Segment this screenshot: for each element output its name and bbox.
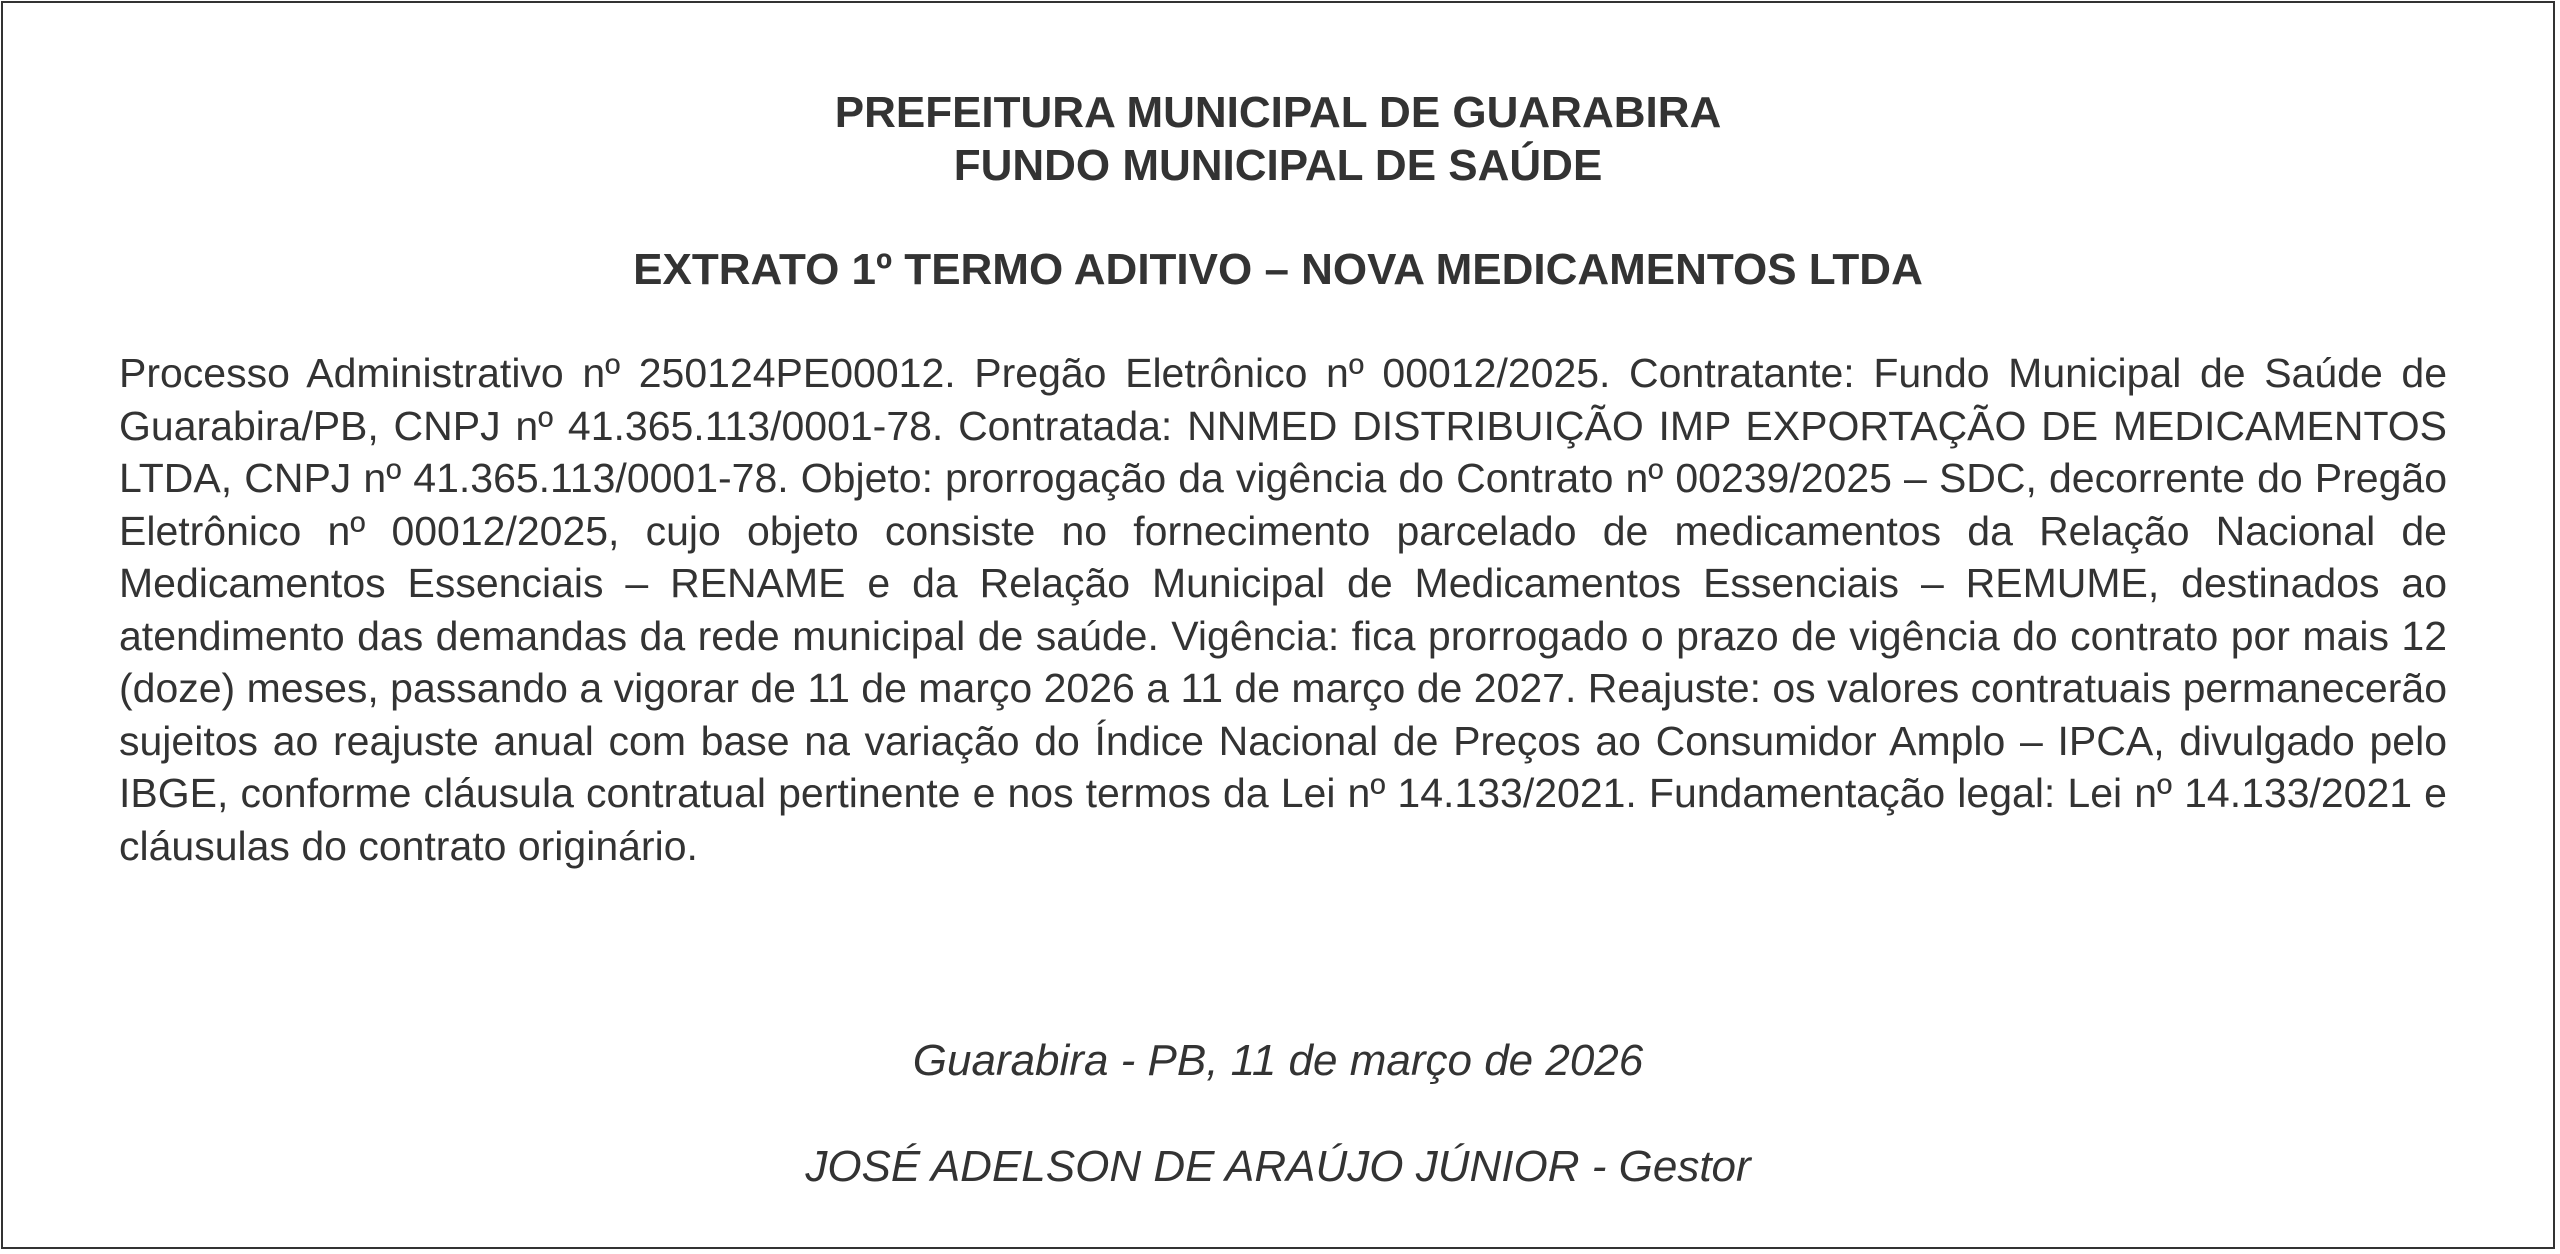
signatory: JOSÉ ADELSON DE ARAÚJO JÚNIOR - Gestor bbox=[805, 1142, 1751, 1191]
fund-name: FUNDO MUNICIPAL DE SAÚDE bbox=[953, 141, 1603, 190]
place-date: Guarabira - PB, 11 de março de 2026 bbox=[912, 1036, 1644, 1085]
document-frame bbox=[1, 1, 2555, 1249]
organization-name: PREFEITURA MUNICIPAL DE GUARABIRA bbox=[834, 88, 1722, 137]
document-body: Processo Administrativo nº 250124PE00012. Pregão Eletrônico nº 00012/2025. Contratante: Fundo Municipal de Saúde de Guarabira/PB, CNPJ nº 41.365.113/0001-78. Contratada: NNMED DISTRIBUIÇÃO IMP EXPORTAÇÃO DE MEDICAMENTOS LTDA, CNPJ nº 41.365.113/0001-78. Objeto: prorrogação da vigência do Contrato nº 00239/2025 – SDC, decorrente do Pregão Eletrônico nº 00012/2025, cujo objeto consiste no fornecimento parcelado de medicamentos da Relação Nacional de Medicamentos Essenciais – RENAME e da Relação Municipal de Medicamentos Essenciais – REMUME, destinados ao atendimento das demandas da rede municipal de saúde. Vigência: fica prorrogado o prazo de vigência do contrato por mais 12 (doze) meses, passando a vigorar de 11 de março 2026 a 11 de março de 2027. Reajuste: os valores contratuais permanecerão sujeitos ao reajuste anual com base na variação do Índice Nacional de Preços ao Consumidor Amplo – IPCA, divulgado pelo IBGE, conforme cláusula contratual pertinente e nos termos da Lei nº 14.133/2021. Fundamentação legal: Lei nº 14.133/2021 e cláusulas do contrato originário. bbox=[119, 350, 2447, 869]
document-title: EXTRATO 1º TERMO ADITIVO – NOVA MEDICAMENTOS LTDA bbox=[633, 245, 1923, 294]
